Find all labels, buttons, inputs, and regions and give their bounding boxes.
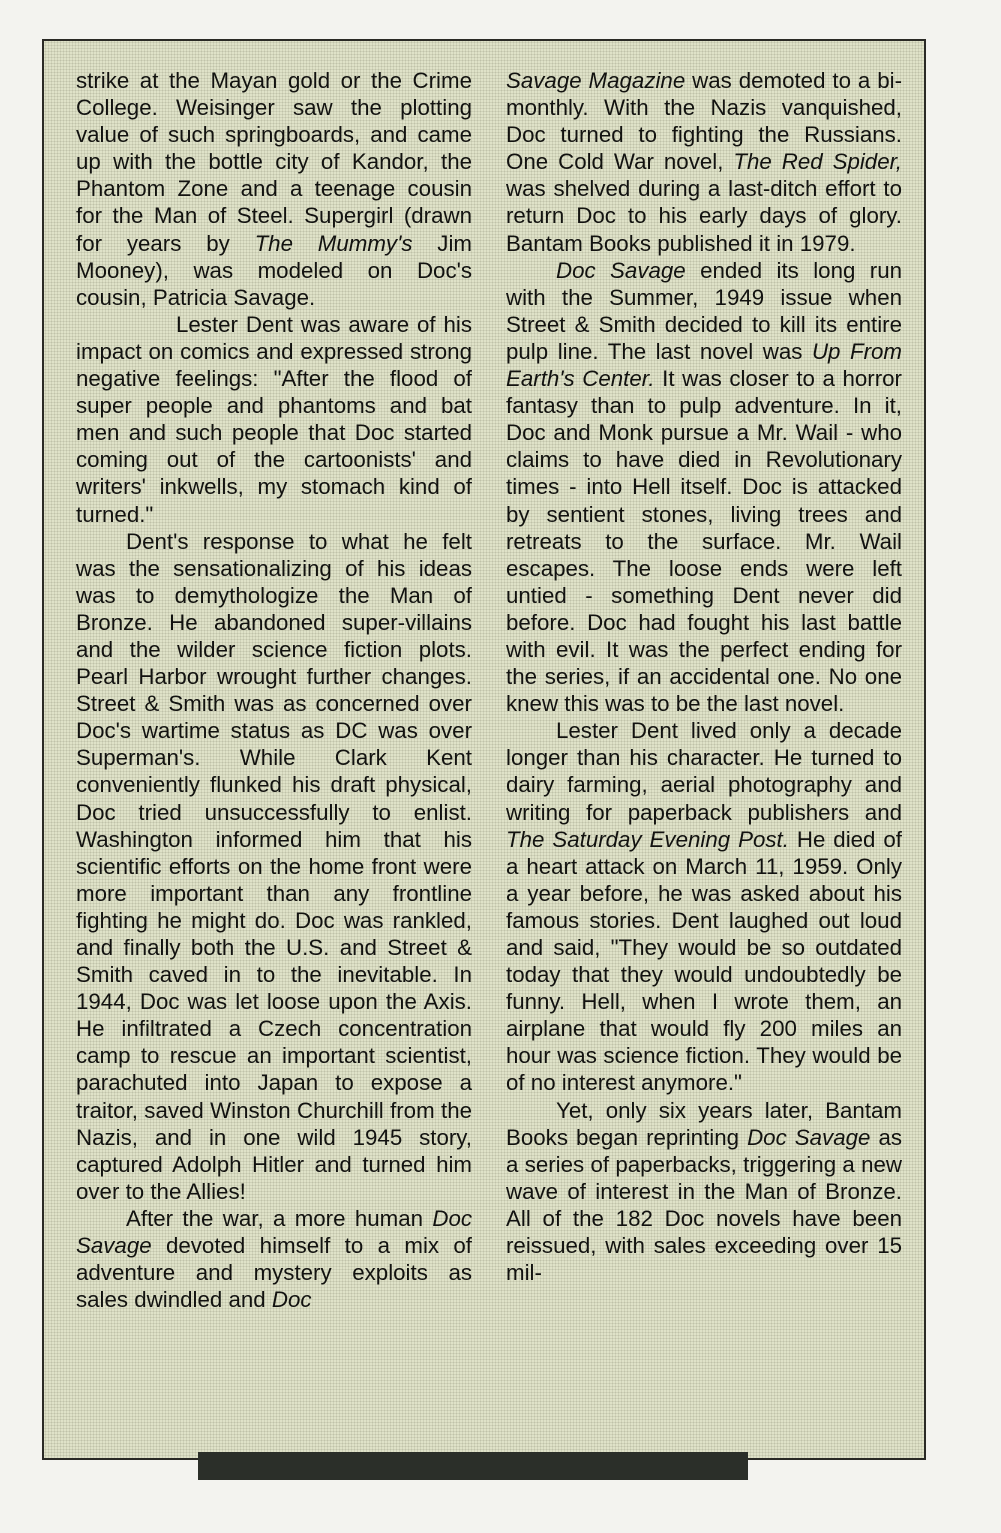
paragraph: Lester Dent was aware of his impact on comics and expressed strong negative feelings: "After the flood of super people and phantoms and bat men and such people that Doc started coming out of the cartoonists' and writers' inkwells, my stomach kind of turned.": [76, 311, 472, 527]
paragraph: Doc Savage ended its long run with the Summer, 1949 issue when Street & Smith decided to kill its entire pulp line. The last novel was Up From Earth's Center. It was closer to a horror fantasy than to pulp adventure. In it, Doc and Monk pursue a Mr. Wail - who claims to have died in Revolutionary times - into Hell itself. Doc is attacked by sentient stones, living trees and retreats to the surface. Mr. Wail escapes. The loose ends were left untied - something Dent never did before. Doc had fought his last battle with evil. It was the perfect ending for the series, if an accidental one. No one knew this was to be the last novel.: [506, 257, 902, 717]
article-panel: [42, 39, 926, 1460]
paragraph: strike at the Mayan gold or the Crime College. Weisinger saw the plotting value of such springboards, and came up with the bottle city of Kandor, the Phantom Zone and a teenage cousin for the Man of Steel. Supergirl (drawn for years by The Mummy's Jim Mooney), was modeled on Doc's cousin, Patricia Savage.: [76, 68, 472, 310]
paragraph: After the war, a more human Doc Savage devoted himself to a mix of adventure and mystery exploits as sales dwindled and Doc: [76, 1205, 472, 1313]
left-column: [76, 67, 472, 1313]
footer-bar: [198, 1452, 748, 1480]
paragraph: Savage Magazine was demoted to a bi-monthly. With the Nazis vanquished, Doc turned to fighting the Russians. One Cold War novel, The Red Spider, was shelved during a last-ditch effort to return Doc to his early days of glory. Bantam Books published it in 1979.: [506, 68, 902, 256]
paragraph: Yet, only six years later, Bantam Books began reprinting Doc Savage as a series of paperbacks, triggering a new wave of interest in the Man of Bronze. All of the 182 Doc novels have been reissued, with sales exceeding over 15 mil-: [506, 1097, 903, 1286]
paragraph: Dent's response to what he felt was the sensationalizing of his ideas was to demythologize the Man of Bronze. He abandoned super-villains and the wilder science fiction plots. Pearl Harbor wrought further changes. Street & Smith was as concerned over Doc's wartime status as DC was over Superman's. While Clark Kent conveniently flunked his draft physical, Doc tried unsuccessfully to enlist. Washington informed him that his scientific efforts on the home front were more important than any frontline fighting he might do. Doc was rankled, and finally both the U.S. and Street & Smith caved in to the inevitable. In 1944, Doc was let loose upon the Axis. He infiltrated a Czech concentration camp to rescue an important scientist, parachuted into Japan to expose a traitor, saved Winston Churchill from the Nazis, and in one wild 1945 story, captured Adolph Hitler and turned him over to the Allies!: [76, 528, 472, 1204]
right-column: [506, 67, 902, 1286]
paragraph: Lester Dent lived only a decade longer than his character. He turned to dairy farming, aerial photography and writing for paperback publishers and The Saturday Evening Post. He died of a heart attack on March 11, 1959. Only a year before, he was asked about his famous stories. Dent laughed out loud and said, "They would be so outdated today that they would undoubtedly be funny. Hell, when I wrote them, an airplane that would fly 200 miles an hour was science fiction. They would be of no interest anymore.": [506, 718, 903, 1096]
